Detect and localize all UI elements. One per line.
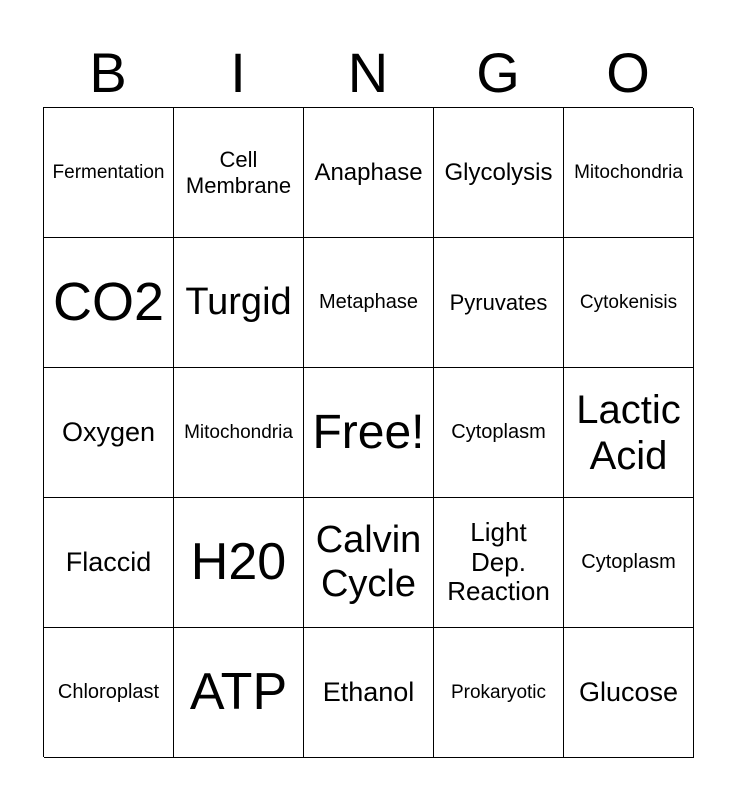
bingo-header (43, 40, 693, 106)
free-space-text: Free! (312, 405, 425, 459)
cell-text: Prokaryotic (450, 681, 547, 703)
cell-text: Cell Membrane (185, 147, 292, 198)
cell-text: Flaccid (65, 546, 152, 577)
cell-text: Pyruvates (449, 289, 548, 315)
bingo-cell[interactable] (44, 238, 174, 368)
bingo-cell[interactable] (304, 368, 434, 498)
bingo-cell[interactable] (174, 368, 304, 498)
cell-text: ATP (189, 662, 288, 721)
bingo-cell[interactable] (564, 108, 694, 238)
cell-text: Lactic Acid (576, 387, 681, 478)
header-letter-b: B (89, 41, 127, 104)
bingo-cell[interactable] (174, 498, 304, 628)
bingo-cell[interactable] (44, 628, 174, 758)
bingo-cell[interactable] (434, 238, 564, 368)
bingo-cell[interactable] (44, 108, 174, 238)
cell-text: Metaphase (319, 291, 418, 313)
cell-text: Fermentation (52, 161, 165, 183)
cell-text: Mitochondria (184, 421, 293, 443)
cell-text: CO2 (52, 272, 165, 333)
cell-text: Glucose (578, 676, 679, 707)
bingo-cell[interactable] (44, 368, 174, 498)
bingo-cell[interactable] (434, 108, 564, 238)
bingo-cell[interactable] (44, 498, 174, 628)
cell-text: Turgid (185, 280, 292, 323)
bingo-cell[interactable] (434, 498, 564, 628)
cell-text: Ethanol (322, 676, 415, 707)
bingo-cell[interactable] (174, 108, 304, 238)
cell-text: Chloroplast (57, 681, 160, 703)
bingo-cell[interactable] (564, 628, 694, 758)
header-letter-i: I (230, 41, 246, 104)
bingo-cell[interactable] (564, 498, 694, 628)
bingo-cell[interactable] (174, 628, 304, 758)
cell-text: Cytoplasm (581, 551, 676, 573)
cell-text: Light Dep. Reaction (447, 516, 550, 607)
bingo-cell[interactable] (304, 108, 434, 238)
header-letter-g: G (476, 41, 520, 104)
bingo-cell[interactable] (434, 628, 564, 758)
bingo-cell[interactable] (174, 238, 304, 368)
bingo-board (43, 107, 693, 757)
header-letter-n: N (347, 41, 389, 104)
cell-text: Cytokenisis (579, 291, 678, 313)
header-letter-o: O (606, 41, 650, 104)
bingo-cell[interactable] (304, 238, 434, 368)
bingo-cell[interactable] (564, 238, 694, 368)
bingo-cell[interactable] (434, 368, 564, 498)
cell-text: Cytoplasm (451, 421, 546, 443)
cell-text: Anaphase (314, 158, 423, 186)
cell-text: Oxygen (61, 416, 156, 447)
bingo-cell[interactable] (304, 498, 434, 628)
cell-text: Mitochondria (574, 161, 683, 183)
cell-text: Glycolysis (444, 158, 553, 186)
bingo-cell[interactable] (304, 628, 434, 758)
cell-text: H20 (190, 532, 287, 591)
bingo-cell[interactable] (564, 368, 694, 498)
cell-text: Calvin Cycle (315, 518, 422, 605)
